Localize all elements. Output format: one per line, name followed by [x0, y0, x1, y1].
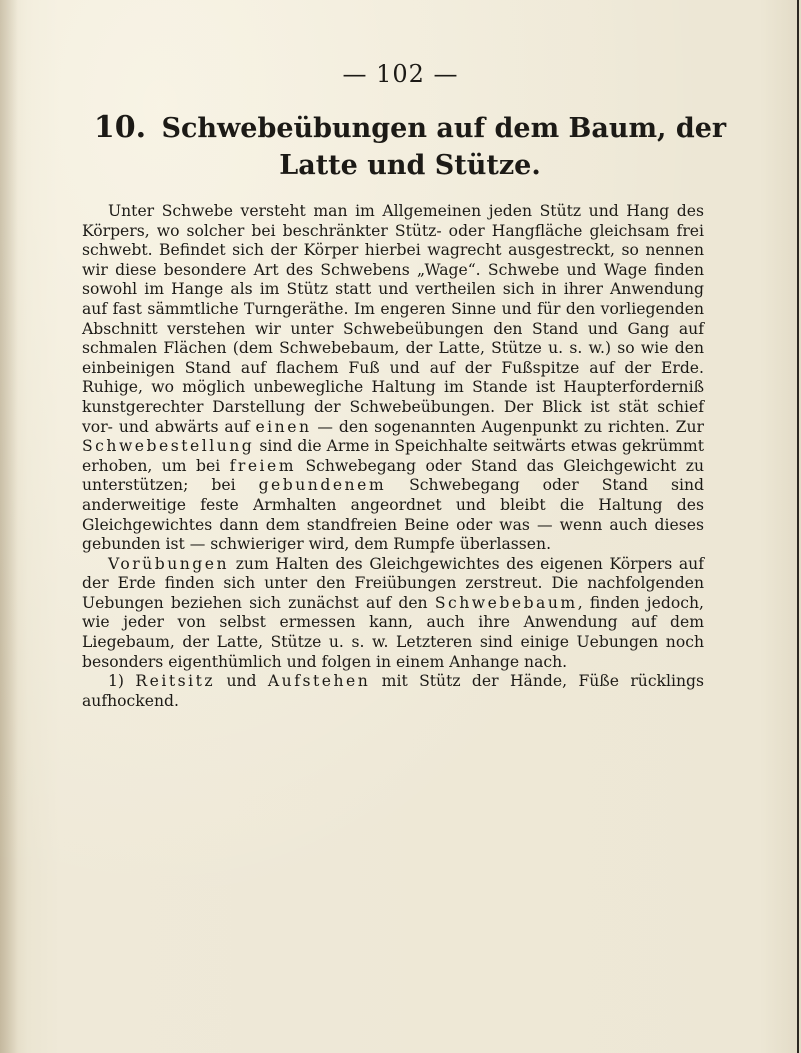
emphasized-text: Aufstehen	[267, 672, 371, 691]
section-heading-line-2	[40, 150, 780, 181]
text-segment: — den sogenannten Augenpunkt zu richten. Zur	[311, 417, 705, 436]
text-segment: Schwebegang oder Stand das Gleichgewicht zu unterstützen; bei	[82, 456, 704, 495]
paragraph	[82, 555, 704, 673]
section-number: 10.	[93, 110, 147, 145]
section-heading-line-1	[40, 110, 780, 145]
page-number: — 102 —	[342, 60, 459, 88]
emphasized-text: freiem	[229, 456, 297, 475]
paragraph	[82, 202, 704, 555]
text-segment: Schwebegang oder Stand sind anderweitige feste Armhalten angeordnet und bleibt die Haltung des Gleichgewichtes dann dem standfreien Beine oder was — wenn auch dieses gebunden ist — schwieriger wird, dem Rumpfe überlassen.	[82, 476, 705, 554]
text-segment: 1)	[108, 672, 136, 691]
page-edge-rule	[797, 0, 799, 1053]
text-segment: und	[215, 672, 268, 691]
section-title-part-2: Latte und Stütze.	[279, 150, 541, 181]
text-segment: mit Stütz der Hände, Füße rücklings aufhockend.	[82, 672, 705, 710]
text-segment: sind die Arme in Speichhalte seitwärts etwas gekrümmt erhoben, um bei	[82, 437, 704, 475]
emphasized-text: gebundenem	[258, 476, 387, 495]
section-title-part-1: Schwebeübungen auf dem Baum, der	[161, 113, 727, 144]
emphasized-text: Schwebebaum	[434, 593, 578, 612]
text-segment: , finden jedoch, wie jeder von selbst ermessen kann, auch ihre Anwendung auf dem Liegebaum, der Latte, Stütze u. s. w. Letzteren sind einige Uebungen noch besonders eigenthümlich und folgen in einem Anhange nach.	[82, 593, 704, 671]
emphasized-text: Schwebestellung	[82, 437, 255, 456]
body-text	[82, 202, 704, 711]
binding-shadow	[0, 0, 18, 1053]
text-segment: zum Halten des Gleichgewichtes des eigenen Körpers auf der Erde finden sich unter den Freiübungen zerstreut. Die nachfolgenden Uebungen beziehen sich zunächst auf den	[82, 554, 704, 612]
emphasized-text: einen	[255, 417, 312, 436]
emphasized-text: Vorübungen	[108, 554, 230, 573]
emphasized-text: Reitsitz	[135, 672, 216, 691]
paragraph	[82, 672, 704, 711]
text-segment: Unter Schwebe versteht man im Allgemeinen jeden Stütz und Hang des Körpers, wo solcher bei beschränkter Stütz- oder Hangfläche gleichsam frei schwebt. Befindet sich der Körper hierbei wagrecht ausgestreckt, so nennen wir diese besondere Art des Schwebens „Wage“. Schwebe und Wage finden sowohl im Hange als im Stütz statt und vertheilen sich in ihrer Anwendung auf fast sämmtliche Turngeräthe. Im engeren Sinne und für den vorliegenden Abschnitt verstehen wir unter Schwebeübungen den Stand und Gang auf schmalen Flächen (dem Schwebebaum, der Latte, Stütze u. s. w.) so wie den einbeinigen Stand auf flachem Fuß und auf der Fußspitze auf der Erde. Ruhige, wo möglich unbewegliche Haltung im Stande ist Haupterforderniß kunstgerechter Darstellung der Schwebeübungen. Der Blick ist stät schief vor- und abwärts auf	[82, 202, 704, 436]
